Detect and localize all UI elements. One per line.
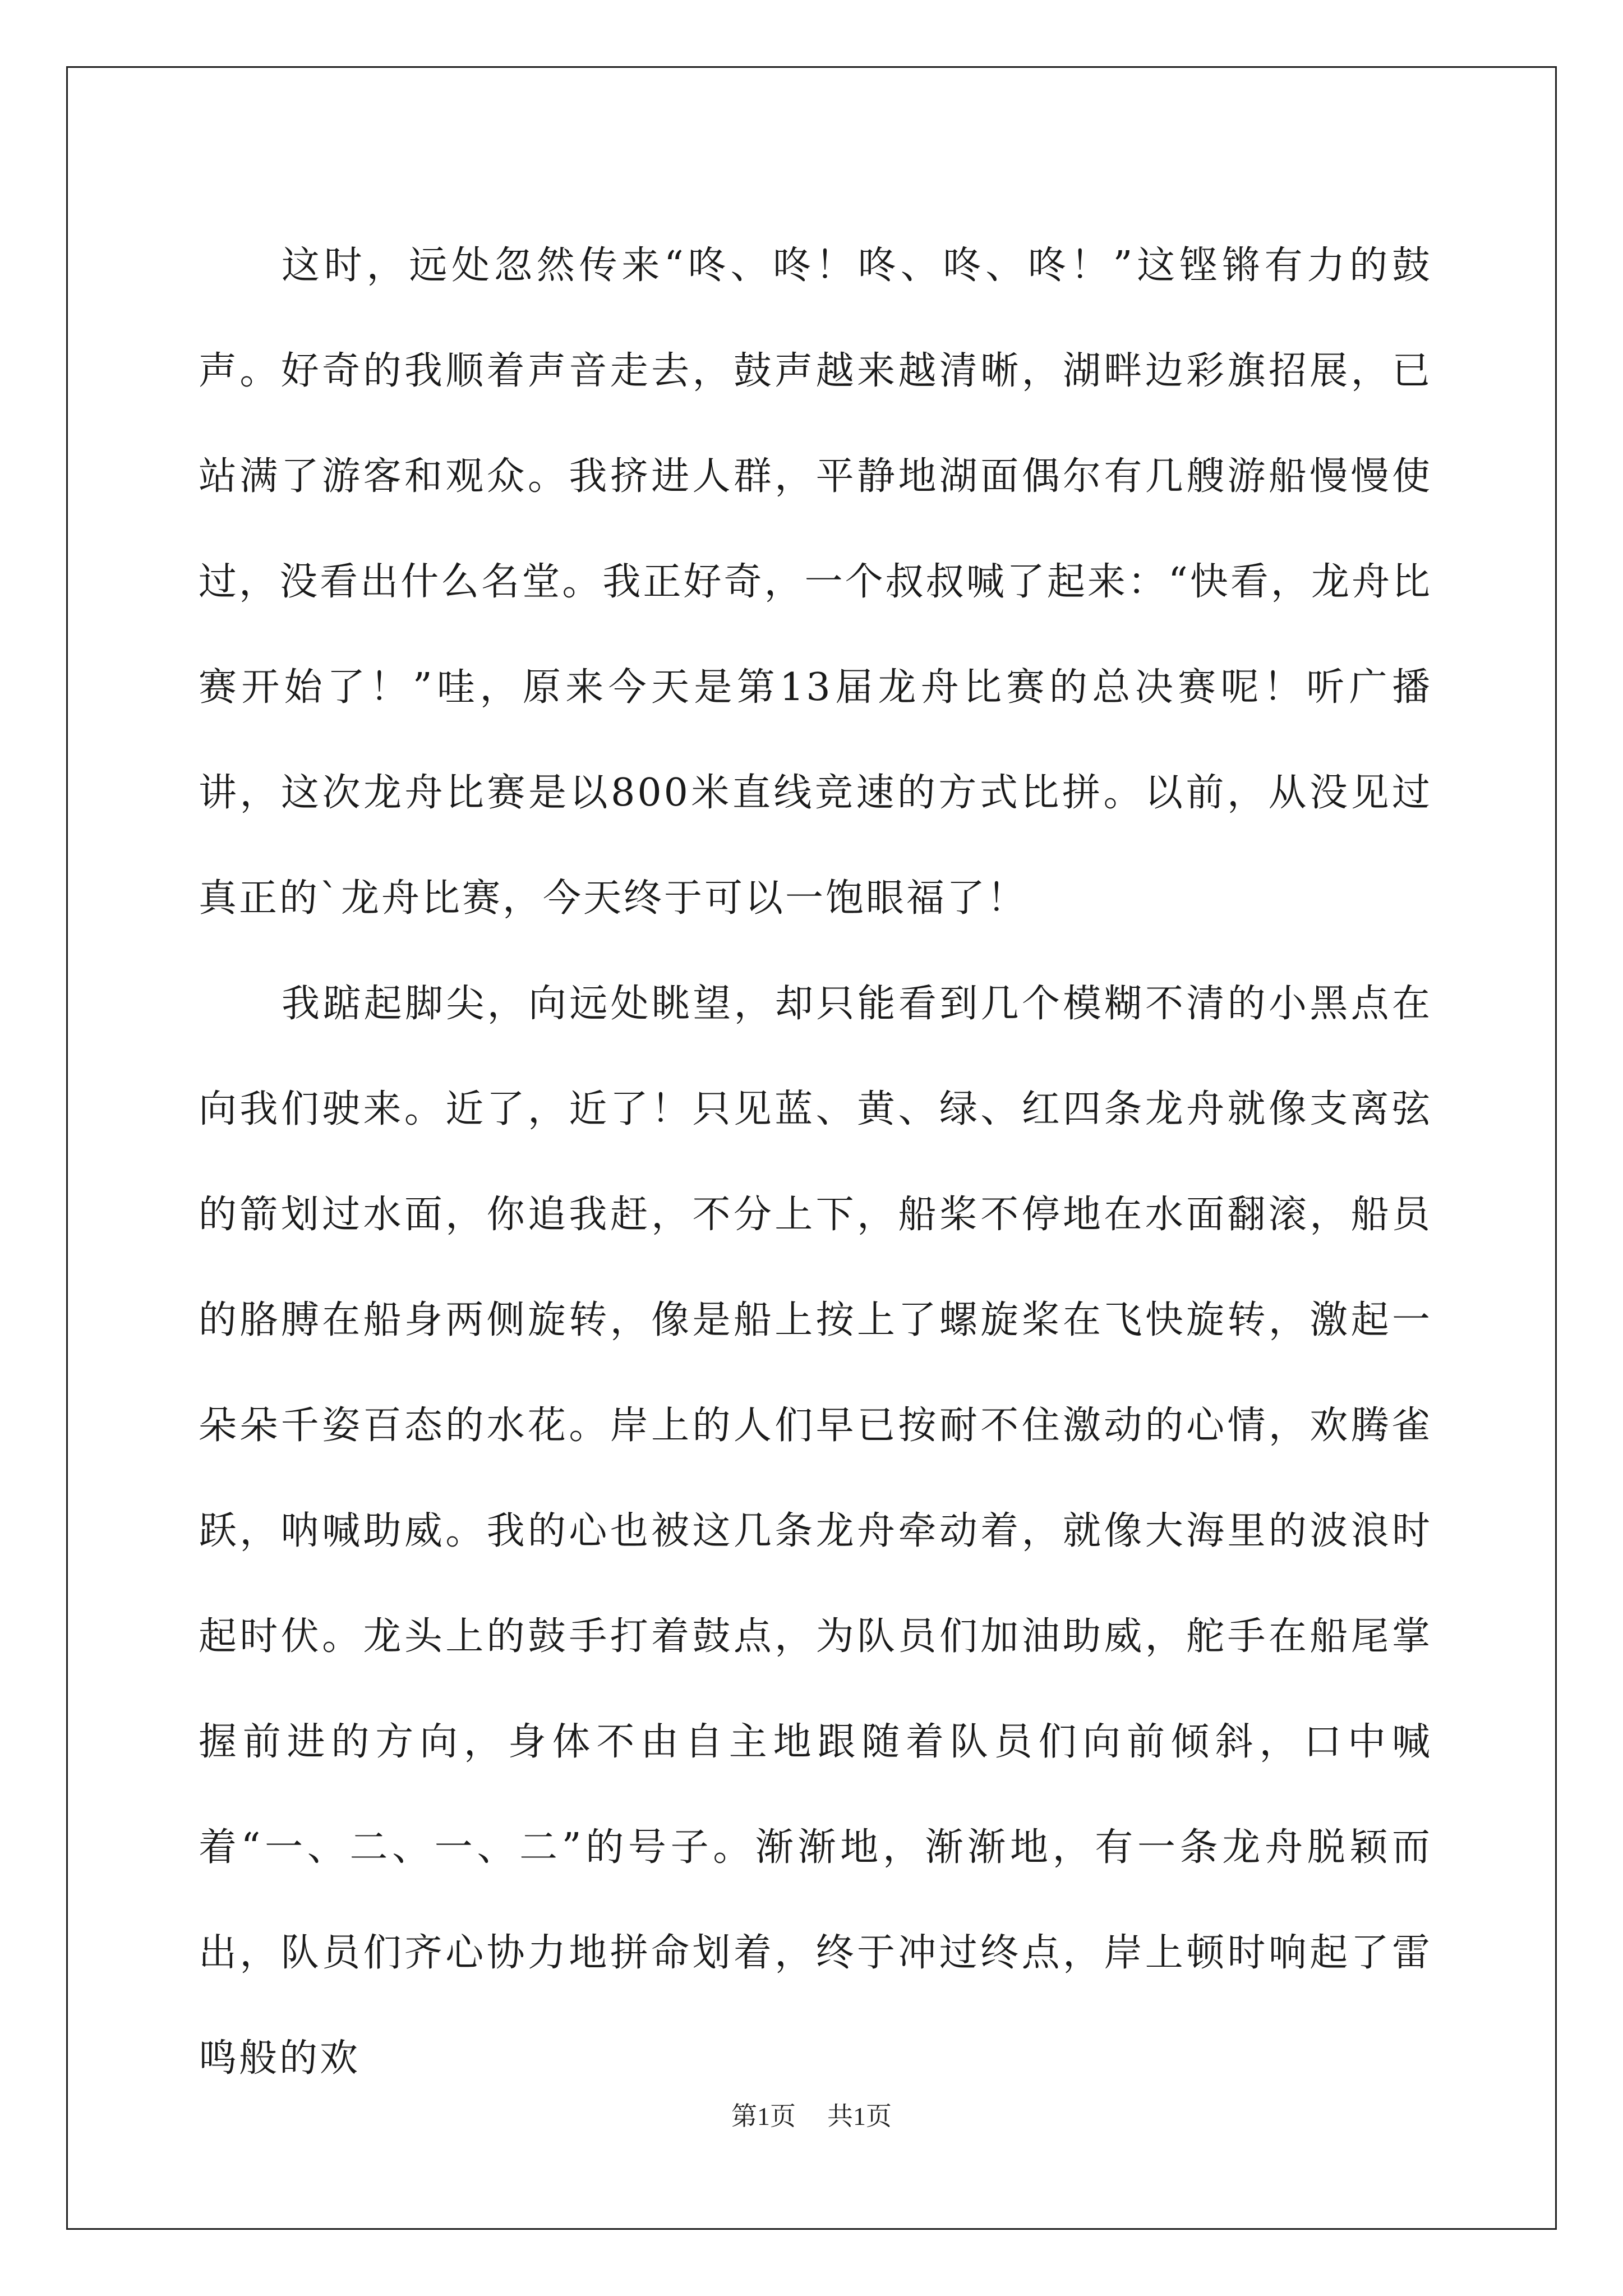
paragraph-1: 这时，远处忽然传来“咚、咚！咚、咚、咚！”这铿锵有力的鼓声。好奇的我顺着声音走去，鼓声越来越清晰，湖畔边彩旗招展，已站满了游客和观众。我挤进人群，平静地湖面偶尔有几艘游船慢慢使过，没看出什么名堂。我正好奇，一个叔叔喊了起来：“快看，龙舟比赛开始了！”哇，原来今天是第13届龙舟比赛的总决赛呢！听广播讲，这次龙舟比赛是以800米直线竞速的方式比拼。以前，从没见过真正的`龙舟比赛，今天终于可以一饱眼福了！	[199, 243, 1432, 921]
paragraph-2: 我踮起脚尖，向远处眺望，却只能看到几个模糊不清的小黑点在向我们驶来。近了，近了！只见蓝、黄、绿、红四条龙舟就像支离弦的箭划过水面，你追我赶，不分上下，船桨不停地在水面翻滚，船员的胳膊在船身两侧旋转，像是船上按上了螺旋桨在飞快旋转，激起一朵朵千姿百态的水花。岸上的人们早已按耐不住激动的心情，欢腾雀跃，呐喊助威。我的心也被这几条龙舟牵动着，就像大海里的波浪时起时伏。龙头上的鼓手打着鼓点，为队员们加油助威，舵手在船尾掌握前进的方向，身体不由自主地跟随着队员们向前倾斜，口中喊着“一、二、一、二”的号子。渐渐地，渐渐地，有一条龙舟脱颖而出，队员们齐心协力地拼命划着，终于冲过终点，岸上顿时响起了雷鸣般的欢	[199, 982, 1432, 2081]
page-footer	[0, 2096, 1623, 2133]
page-number: 第1页	[731, 2102, 796, 2131]
document-body	[199, 213, 1432, 2111]
page-total: 共1页	[827, 2102, 892, 2131]
